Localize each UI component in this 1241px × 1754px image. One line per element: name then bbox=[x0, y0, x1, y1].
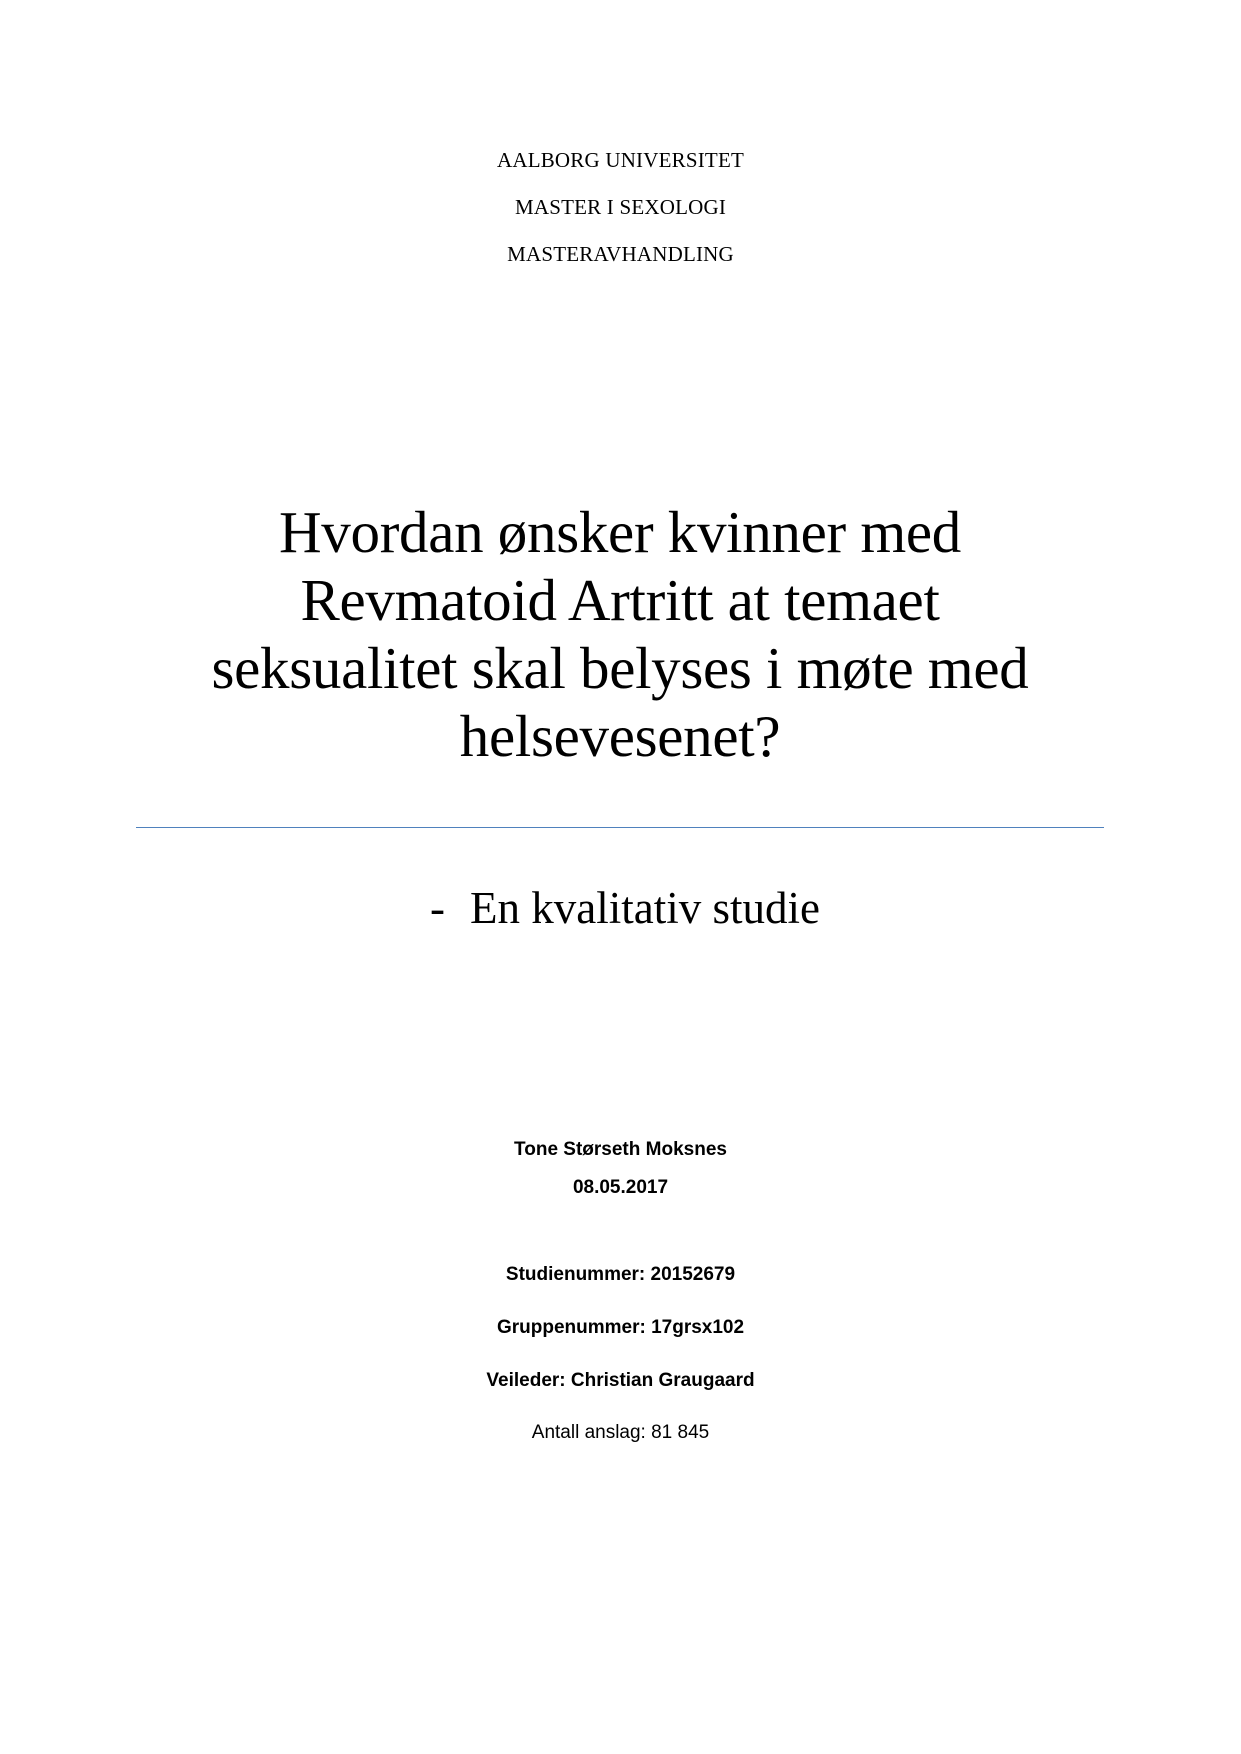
subtitle bbox=[430, 880, 820, 936]
submission-date: 08.05.2017 bbox=[572, 1177, 669, 1198]
document-type: MASTERAVHANDLING bbox=[507, 242, 734, 266]
title-line-1: Hvordan ønsker kvinner med bbox=[279, 499, 961, 565]
title-divider bbox=[136, 827, 1104, 828]
character-count: Antall anslag: 81 845 bbox=[531, 1422, 710, 1443]
student-number: Studienummer: 20152679 bbox=[505, 1264, 736, 1285]
subtitle-dash: - bbox=[430, 883, 445, 933]
thesis-title bbox=[130, 498, 1110, 770]
group-number: Gruppenummer: 17grsx102 bbox=[496, 1317, 745, 1338]
title-line-3: seksualitet skal belyses i møte med bbox=[211, 635, 1029, 701]
program-name: MASTER I SEXOLOGI bbox=[514, 195, 727, 219]
title-line-2: Revmatoid Artritt at temaet bbox=[300, 567, 940, 633]
subtitle-text: En kvalitativ studie bbox=[470, 883, 820, 933]
supervisor: Veileder: Christian Graugaard bbox=[486, 1370, 755, 1391]
title-line-4: helsevesenet? bbox=[459, 703, 781, 769]
author-name: Tone Størseth Moksnes bbox=[514, 1139, 727, 1160]
institution-name: AALBORG UNIVERSITET bbox=[496, 148, 745, 172]
